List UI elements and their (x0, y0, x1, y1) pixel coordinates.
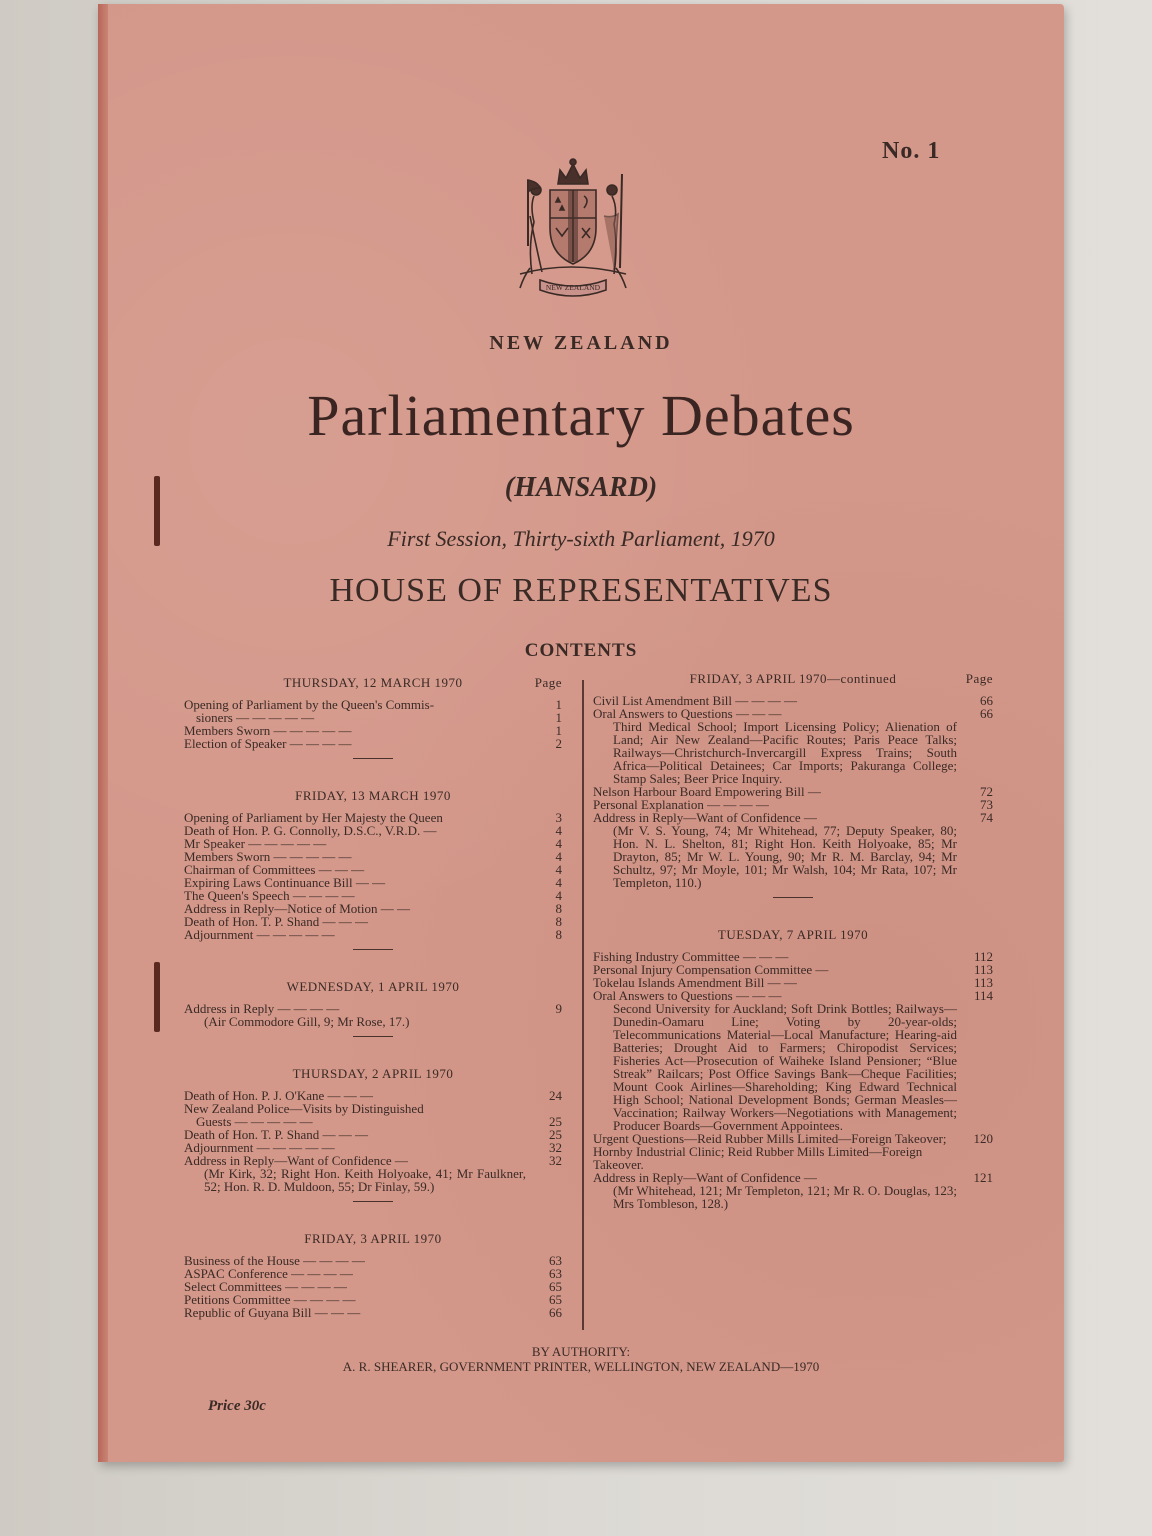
entry-title: Republic of Guyana Bill — — — (184, 1305, 361, 1320)
section-date-heading (184, 1232, 562, 1246)
entry-page-number: 120 (973, 1131, 993, 1146)
entry-page-number: 25 (549, 1127, 562, 1142)
section-date-heading (184, 789, 562, 803)
session-line: First Session, Thirty-sixth Parliament, 1970 (387, 526, 775, 551)
entry-title: Expiring Laws Continuance Bill — — (184, 875, 386, 890)
binding-staple (154, 962, 160, 1032)
entry-page-number: 1 (555, 697, 562, 712)
entry-title: Civil List Amendment Bill — — — — (593, 693, 798, 708)
entry-page-number: 4 (555, 862, 562, 877)
entry-title: Petitions Committee — — — — (184, 1292, 356, 1307)
entry-page-number: 66 (980, 693, 993, 708)
entry-page-number: 113 (973, 975, 993, 990)
entry-title: Death of Hon. P. G. Connolly, D.S.C., V.R.D. — (184, 823, 437, 838)
contents-section (184, 980, 562, 1037)
section-separator (773, 897, 813, 898)
section-date-text: THURSDAY, 2 APRIL 1970 (292, 1066, 454, 1081)
entry-page-number: 65 (549, 1279, 562, 1294)
entry-page-number: 114 (973, 988, 993, 1003)
section-date-text: FRIDAY, 3 APRIL 1970—continued (689, 671, 897, 686)
contents-section (184, 789, 562, 950)
section-date-text: THURSDAY, 12 MARCH 1970 (283, 675, 463, 690)
section-date-heading (184, 676, 562, 690)
entry-title: Members Sworn — — — — — (184, 723, 352, 738)
section-separator (353, 758, 393, 759)
contents-entry (184, 737, 562, 750)
entry-page-number: 25 (549, 1114, 562, 1129)
section-separator (353, 949, 393, 950)
contents-entry (593, 720, 993, 785)
entry-title: Adjournment — — — — — (184, 927, 335, 942)
entry-page-number: 1 (555, 723, 562, 738)
entry-title: Opening of Parliament by Her Majesty the Queen (184, 810, 443, 825)
entry-page-number: 72 (980, 784, 993, 799)
contents-entry (184, 1306, 562, 1319)
entry-title: Adjournment — — — — — (184, 1140, 335, 1155)
entry-page-number: 121 (973, 1170, 993, 1185)
section-separator (353, 1201, 393, 1202)
section-date-text: FRIDAY, 3 APRIL 1970 (304, 1231, 442, 1246)
entry-title: Nelson Harbour Board Empowering Bill — (593, 784, 821, 799)
entry-title: Address in Reply—Want of Confidence — (184, 1153, 408, 1168)
entry-title: Death of Hon. P. J. O'Kane — — — (184, 1088, 374, 1103)
section-separator (353, 1036, 393, 1037)
section-date-text: FRIDAY, 13 MARCH 1970 (295, 788, 451, 803)
entry-page-number: 8 (555, 927, 562, 942)
entry-title: Address in Reply — — — — (184, 1001, 340, 1016)
entry-title: Oral Answers to Questions — — — (593, 706, 782, 721)
entry-title: Oral Answers to Questions — — — (593, 988, 782, 1003)
entry-page-number: 9 (555, 1001, 562, 1016)
house-heading: HOUSE OF REPRESENTATIVES (329, 572, 833, 609)
entry-title: Death of Hon. T. P. Shand — — — (184, 1127, 369, 1142)
entry-page-number: 63 (549, 1266, 562, 1281)
entry-page-number: 8 (555, 914, 562, 929)
entry-title: Personal Explanation — — — — (593, 797, 769, 812)
section-date-heading (184, 1067, 562, 1081)
page-column-label: Page (965, 671, 993, 686)
contents-entry (593, 1002, 993, 1132)
contents-entry (184, 1015, 562, 1028)
entry-page-number: 113 (973, 962, 993, 977)
entry-title: Address in Reply—Want of Confidence — (593, 1170, 817, 1185)
entry-title: Business of the House — — — — (184, 1253, 365, 1268)
entry-page-number: 73 (980, 797, 993, 812)
contents-section (593, 672, 993, 898)
entry-title: Chairman of Committees — — — (184, 862, 365, 877)
section-date-heading (593, 672, 993, 686)
entry-title: Guests — — — — — (196, 1114, 313, 1129)
entry-page-number: 32 (549, 1140, 562, 1155)
section-date-heading (184, 980, 562, 994)
entry-page-number: 4 (555, 836, 562, 851)
price-label: Price 30c (208, 1398, 266, 1414)
entry-page-number: 3 (555, 810, 562, 825)
entry-title: Tokelau Islands Amendment Bill — — (593, 975, 797, 990)
entry-title: (Air Commodore Gill, 9; Mr Rose, 17.) (204, 1014, 410, 1029)
page-column-label: Page (534, 675, 562, 690)
entry-title: ASPAC Conference — — — — (184, 1266, 353, 1281)
contents-right-column (593, 672, 993, 1240)
entry-title: New Zealand Police—Visits by Distinguished (184, 1101, 424, 1116)
entry-page-number: 65 (549, 1292, 562, 1307)
entry-title: Second University for Auckland; Soft Drink Bottles; Railways—Dunedin-Oamaru Line; Voting by 20-year-olds; Telecommunications Material—Local Manufacture; Hearing-aid Batteries; Drought Aid to Farmers; Chiropodist Services; Fisheries Act—Prosecution of Waiheke Island Pensioner; “Blue Streak” Railcars; Post Office Savings Bank—Cheque Facilities; Mount Cook Airlines—Shareholding; King Edward Technical High School; National Development Bonds; German Measles—Vaccination; Railway Workers—Negotiations with Management; Producer Boards—Government Appointees. (613, 1001, 957, 1133)
section-date-text: TUESDAY, 7 APRIL 1970 (717, 927, 869, 942)
entry-title: Address in Reply—Want of Confidence — (593, 810, 817, 825)
printer-line: A. R. SHEARER, GOVERNMENT PRINTER, WELLINGTON, NEW ZEALAND—1970 (342, 1359, 820, 1374)
entry-title: Opening of Parliament by the Queen's Commis- (184, 697, 435, 712)
entry-title: Death of Hon. T. P. Shand — — — (184, 914, 369, 929)
contents-entry (593, 1132, 993, 1171)
pamphlet-spine (98, 4, 108, 1462)
contents-entry (184, 928, 562, 941)
contents-section (184, 1067, 562, 1202)
entry-title: (Mr V. S. Young, 74; Mr Whitehead, 77; Deputy Speaker, 80; Hon. N. L. Shelton, 81; Right Hon. Keith Holyoake, 85; Mr Drayton, 85; Mr W. L. Young, 90; Mr R. M. Barclay, 94; Mr Schultz, 97; Mr Moyle, 101; Mr Walsh, 104; Mr Rata, 107; Mr Templeton, 110.) (613, 823, 957, 890)
entry-title: Select Committees — — — — (184, 1279, 347, 1294)
entry-page-number: 32 (549, 1153, 562, 1168)
entry-title: Members Sworn — — — — — (184, 849, 352, 864)
entry-title: Mr Speaker — — — — — (184, 836, 327, 851)
publication-title: Parliamentary Debates (307, 383, 855, 448)
entry-title: (Mr Whitehead, 121; Mr Templeton, 121; Mr R. O. Douglas, 123; Mrs Tombleson, 128.) (613, 1183, 957, 1211)
entry-page-number: 4 (555, 823, 562, 838)
authority-line: BY AUTHORITY: (531, 1344, 631, 1359)
entry-title: Third Medical School; Import Licensing Policy; Alienation of Land; Air New Zealand—Pacific Routes; Paris Peace Talks; Railways—Christchurch-Invercargill Express Trains; South Africa—Political Detainees; Car Imports; Pakuranga College; Stamp Sales; Beer Price Inquiry. (613, 719, 957, 786)
contents-entry (184, 1167, 562, 1193)
country-heading: NEW ZEALAND (489, 332, 673, 354)
contents-entry (593, 824, 993, 889)
contents-entry (593, 1184, 993, 1210)
column-divider (582, 680, 584, 1330)
crest-motto: NEW ZEALAND (545, 283, 601, 292)
section-date-text: WEDNESDAY, 1 APRIL 1970 (286, 979, 460, 994)
entry-page-number: 4 (555, 849, 562, 864)
entry-page-number: 63 (549, 1253, 562, 1268)
entry-page-number: 66 (980, 706, 993, 721)
entry-title: sioners — — — — — (196, 710, 315, 725)
publication-subtitle: (HANSARD) (504, 472, 658, 503)
entry-page-number: 24 (549, 1088, 562, 1103)
contents-section (593, 928, 993, 1210)
issue-number: No. 1 (882, 138, 941, 164)
entry-page-number: 4 (555, 888, 562, 903)
authority-block (98, 1344, 1064, 1374)
entry-page-number: 66 (549, 1305, 562, 1320)
contents-left-column (184, 676, 562, 1349)
contents-section (184, 676, 562, 759)
entry-title: Address in Reply—Notice of Motion — — (184, 901, 411, 916)
entry-page-number: 74 (980, 810, 993, 825)
entry-title: (Mr Kirk, 32; Right Hon. Keith Holyoake, 41; Mr Faulkner, 52; Hon. R. D. Muldoon, 55; Dr Finlay, 59.) (204, 1166, 526, 1194)
entry-page-number: 2 (555, 736, 562, 751)
entry-title: Election of Speaker — — — — (184, 736, 352, 751)
entry-title: Personal Injury Compensation Committee — (593, 962, 829, 977)
entry-page-number: 1 (555, 710, 562, 725)
entry-title: Urgent Questions—Reid Rubber Mills Limited—Foreign Takeover; Hornby Industrial Clinic; Reid Rubber Mills Limited—Foreign Takeover. (593, 1131, 947, 1172)
entry-page-number: 112 (973, 949, 993, 964)
section-date-heading (593, 928, 993, 942)
contents-section (184, 1232, 562, 1319)
entry-page-number: 8 (555, 901, 562, 916)
entry-title: Fishing Industry Committee — — — (593, 949, 789, 964)
entry-page-number: 4 (555, 875, 562, 890)
hansard-pamphlet-cover (98, 4, 1064, 1462)
contents-heading: CONTENTS (524, 640, 638, 661)
entry-title: The Queen's Speech — — — — (184, 888, 355, 903)
coat-of-arms-icon (500, 156, 646, 298)
